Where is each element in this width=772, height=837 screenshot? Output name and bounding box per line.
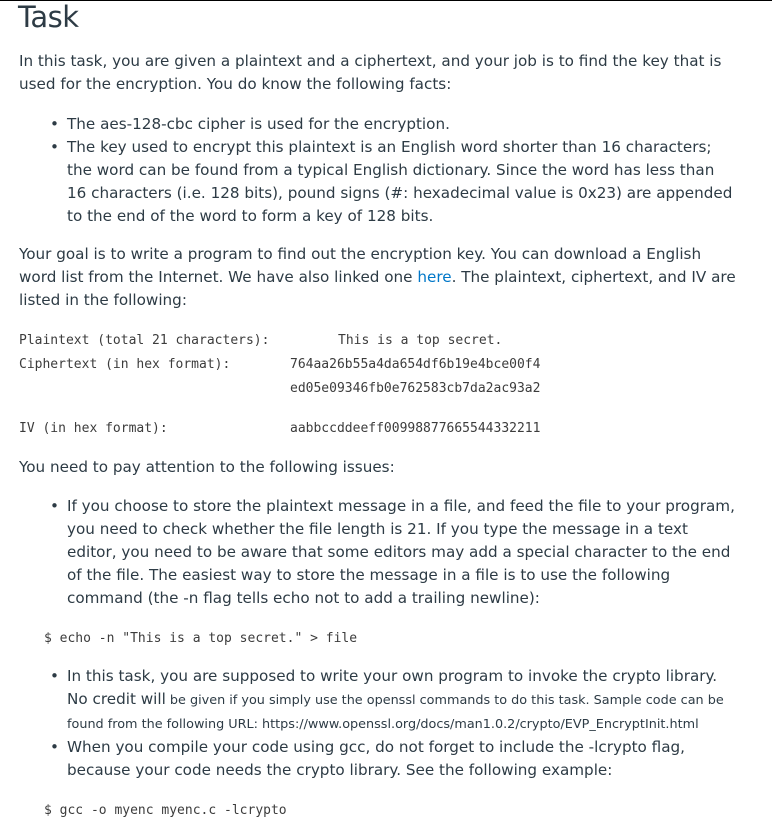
echo-command: $ echo -n "This is a top secret." > file [44, 631, 358, 646]
plaintext-value: This is a top secret. [338, 333, 503, 348]
top-border [0, 0, 772, 1]
ciphertext-line-2: ed05e09346fb0e762583cb7da2ac93a2 [290, 381, 541, 396]
goal-text-before: Your goal is to write a program to find out the encryption key. You can download a English word list from the Internet. We have also linked one [19, 245, 702, 286]
iv-label: IV (in hex format): [19, 421, 168, 436]
page-title: Task [18, 0, 79, 34]
fact-item: • The aes-128-cbc cipher is used for the encryption. [47, 113, 737, 136]
goal-paragraph [19, 243, 739, 312]
ciphertext-label: Ciphertext (in hex format): [19, 357, 231, 372]
ciphertext-line-1: 764aa26b55a4da654df6b19e4bce00f4 [290, 357, 541, 372]
issue2-small-text: be given if you simply use the openssl commands to do this task. Sample code can be found from the following URL: https://www.openssl.org/docs/man1.0.2/crypto/EVP_EncryptInit.html [67, 693, 724, 732]
issue-item: • If you choose to store the plaintext message in a file, and feed the file to your program, you need to check whether the file length is 21. If you type the message in a text editor, you need to be aware that some editors may add a special character to the end of the file. The easiest way to store the message in a file is to use the following command (the -n flag tells echo not to add a trailing newline): [47, 495, 737, 610]
goal-text-after: . The plaintext, ciphertext, and IV are listed in the following: [19, 268, 736, 309]
intro-paragraph: In this task, you are given a plaintext and a ciphertext, and your job is to find the key that is used for the encryption. You do know the following facts: [19, 52, 722, 93]
iv-value: aabbccddeeff00998877665544332211 [290, 421, 541, 436]
issue2-main-text: In this task, you are supposed to write your own program to invoke the crypto library. No credit will [67, 667, 718, 708]
gcc-command: $ gcc -o myenc myenc.c -lcrypto [44, 803, 287, 818]
issue-item: • When you compile your code using gcc, do not forget to include the -lcrypto flag, because your code needs the crypto library. See the following example: [47, 736, 737, 782]
fact-item: • The key used to encrypt this plaintext is an English word shorter than 16 characters; the word can be found from a typical English dictionary. Since the word has less than 16 characters (i.e. 128 bits), pound signs (#: hexadecimal value is 0x23) are appended to the end of the word to form a key of 128 bits. [47, 136, 737, 228]
issue-item [47, 665, 737, 736]
issues-intro: You need to pay attention to the following issues: [19, 458, 395, 476]
issues-list-1 [47, 495, 737, 610]
plaintext-label: Plaintext (total 21 characters): [19, 333, 270, 348]
facts-list [47, 113, 737, 228]
word-list-link[interactable]: here [417, 268, 452, 286]
issues-list-2 [47, 665, 737, 782]
